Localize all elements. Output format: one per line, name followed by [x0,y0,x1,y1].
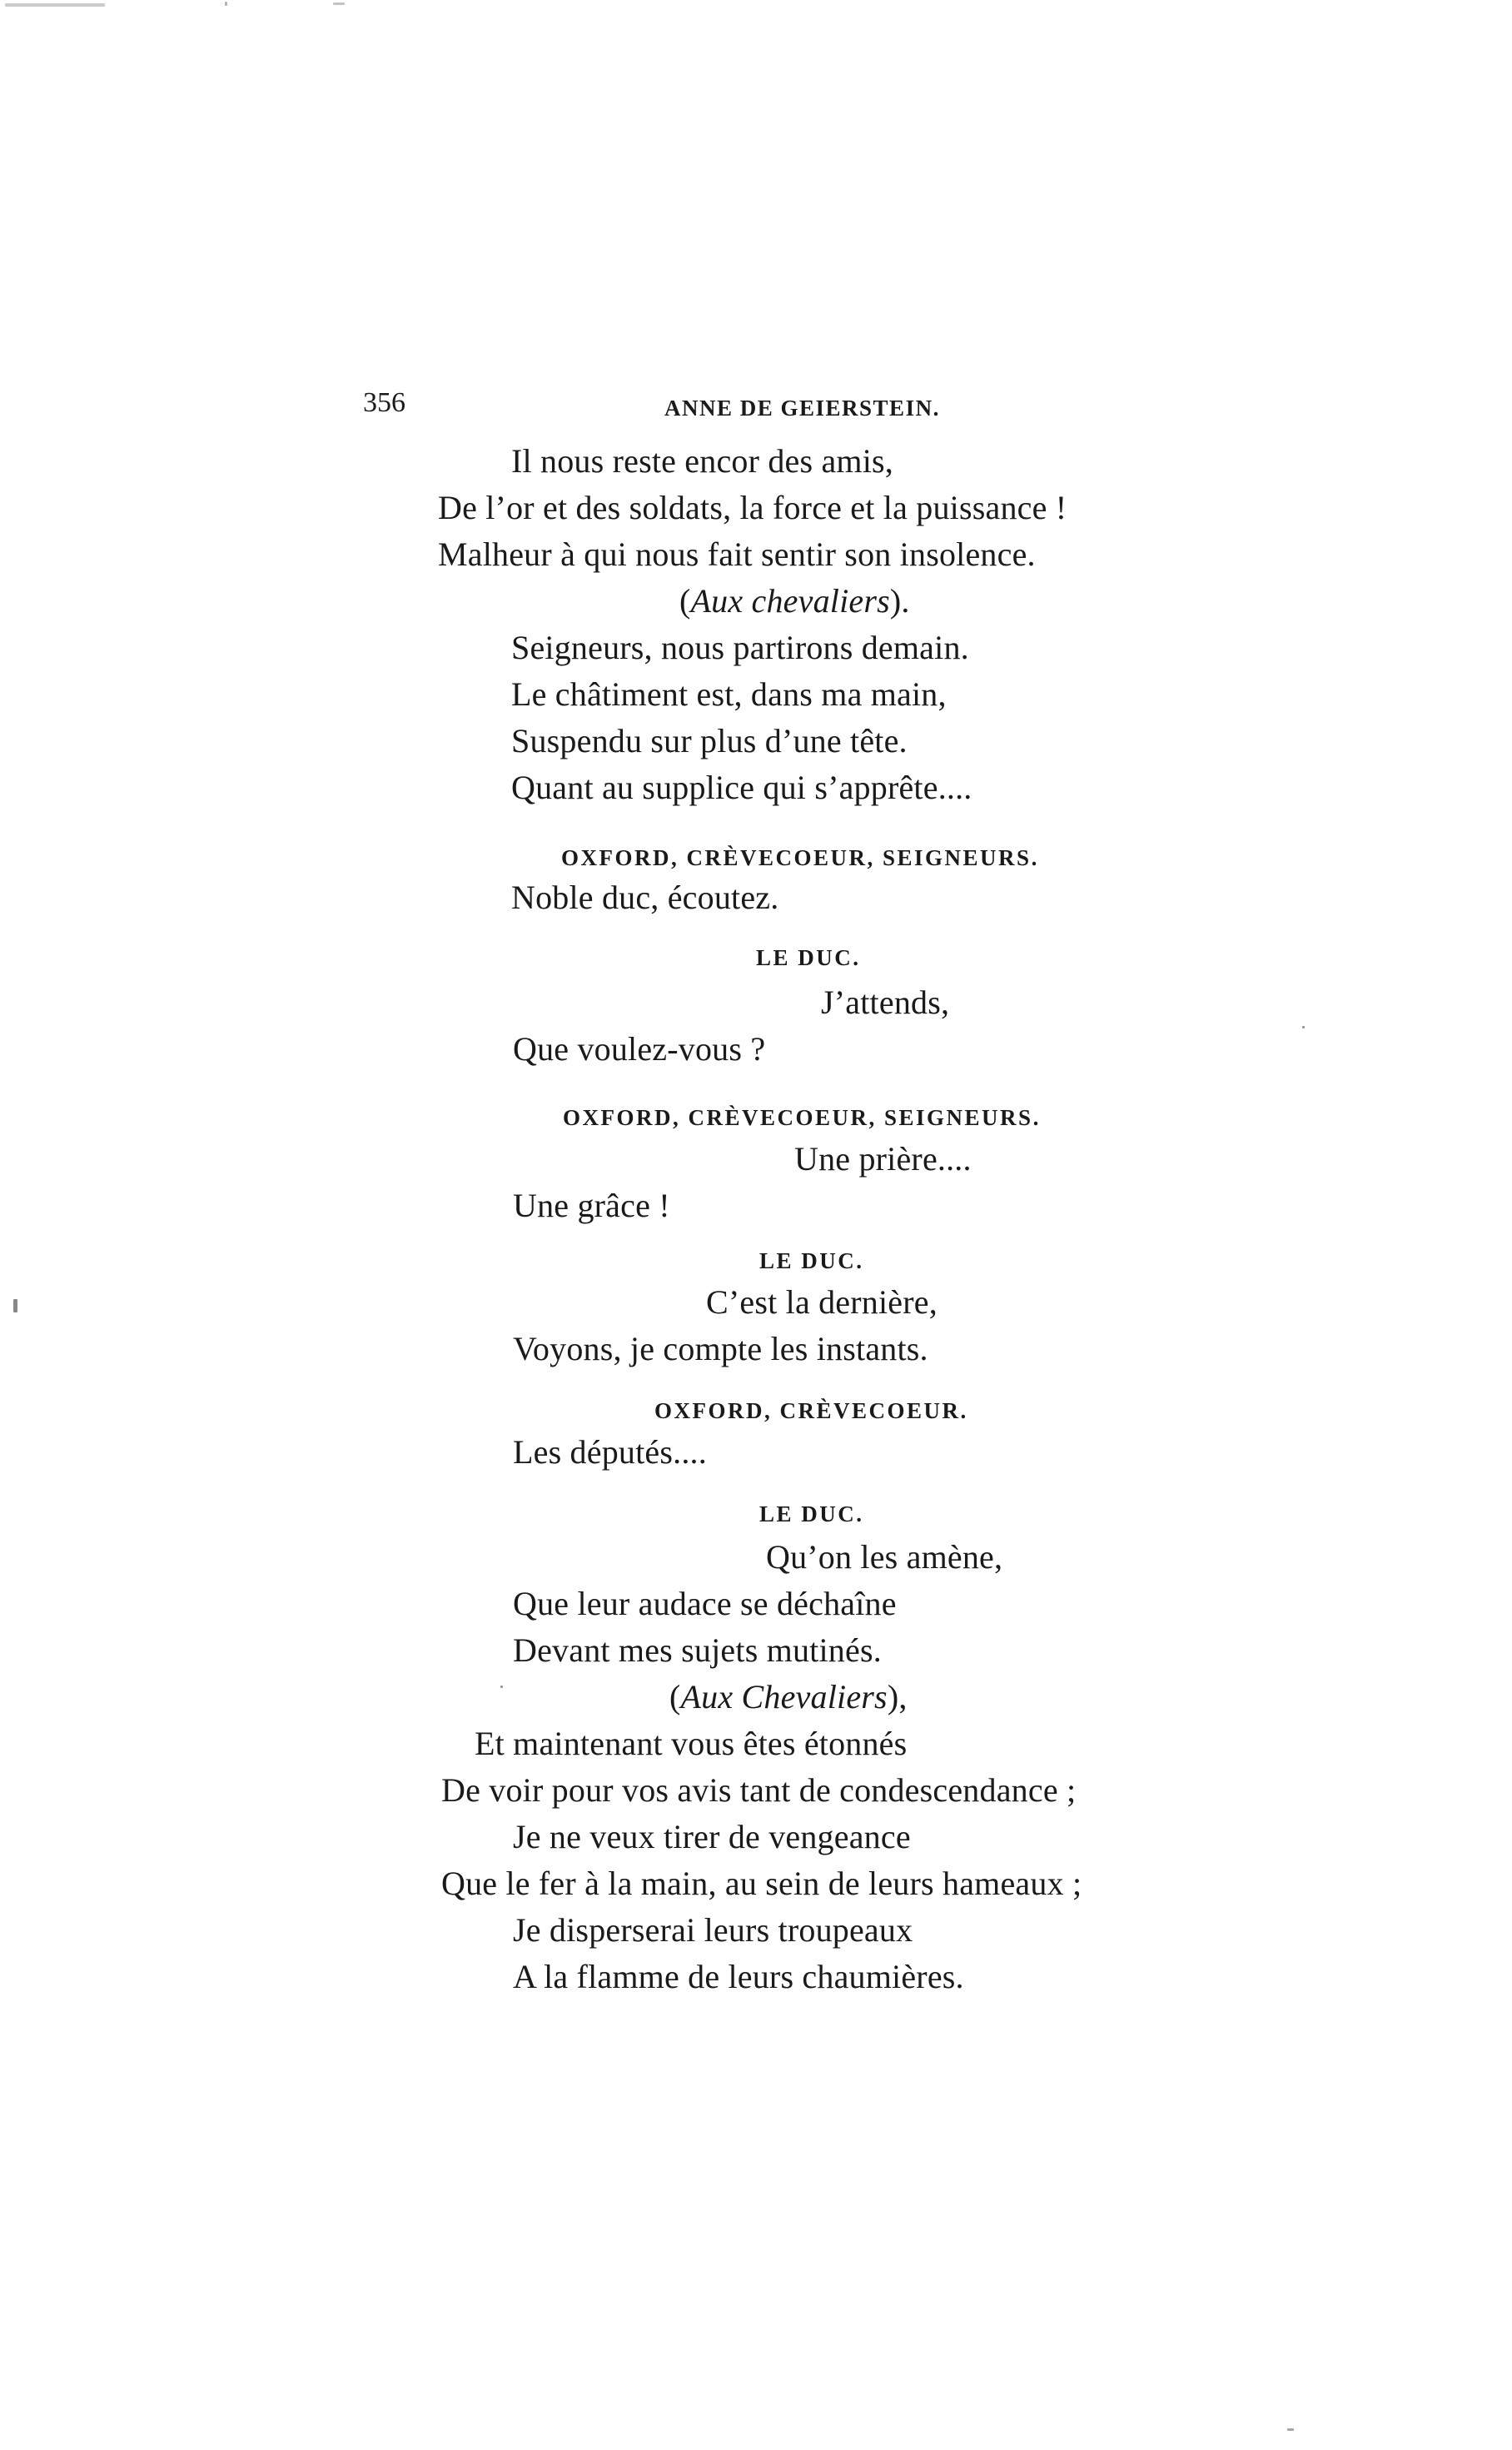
verse-line: Le châtiment est, dans ma main, [511,675,947,713]
verse-line: De voir pour vos avis tant de condescendance ; [441,1771,1077,1809]
verse-line: Je ne veux tirer de vengeance [513,1818,911,1855]
scan-noise [333,2,345,5]
verse-line: Il nous reste encor des amis, [511,442,894,480]
open-paren: ( [669,1678,681,1715]
page-number: 356 [363,387,405,418]
verse-line: Les députés.... [513,1433,707,1471]
open-paren: ( [679,582,691,620]
verse-line: Malheur à qui nous fait sentir son insolence. [438,535,1036,573]
verse-line: Noble duc, écoutez. [511,879,779,916]
verse-line: Seigneurs, nous partirons demain. [511,629,969,666]
stage-direction-text: Aux chevaliers [690,582,890,620]
scan-noise [1287,2428,1294,2431]
verse-line: C’est la dernière, [706,1283,938,1321]
scan-noise [1302,1026,1305,1028]
verse-line: Que leur audace se déchaîne [513,1585,897,1622]
verse-line: A la flamme de leurs chaumières. [513,1958,964,1995]
verse-line: Suspendu sur plus d’une tête. [511,722,908,759]
stage-direction [669,1677,908,1717]
scan-noise [225,2,227,6]
verse-line: Devant mes sujets mutinés. [513,1631,882,1669]
scan-noise [500,1686,503,1688]
verse-line: Une prière.... [794,1140,972,1178]
speaker-name: LE DUC. [756,945,861,970]
speaker-name: OXFORD, CRÈVECOEUR, SEIGNEURS. [563,1105,1041,1130]
speaker-name: LE DUC. [759,1248,864,1273]
close-paren: ), [887,1678,908,1715]
verse-line: J’attends, [821,983,950,1021]
speaker-name: LE DUC. [759,1501,864,1526]
verse-line: Une grâce ! [513,1187,670,1224]
speaker-name: OXFORD, CRÈVECOEUR. [654,1398,968,1423]
verse-line: Quant au supplice qui s’apprête.... [511,769,972,806]
verse-line: Je disperserai leurs troupeaux [513,1911,913,1949]
stage-direction [679,581,910,621]
verse-line: Qu’on les amène, [766,1538,1003,1576]
scan-noise [13,1299,17,1312]
scan-noise [5,3,105,7]
running-head: ANNE DE GEIERSTEIN. [664,396,940,421]
verse-line: Et maintenant vous êtes étonnés [475,1725,908,1762]
verse-line: Voyons, je compte les instants. [513,1330,928,1367]
stage-direction-text: Aux Chevaliers [680,1678,888,1715]
close-paren: ). [889,582,910,620]
verse-line: De l’or et des soldats, la force et la puissance ! [438,489,1067,526]
speaker-name: OXFORD, CRÈVECOEUR, SEIGNEURS. [561,845,1039,870]
verse-line: Que voulez-vous ? [513,1030,766,1068]
verse-line: Que le fer à la main, au sein de leurs hameaux ; [441,1865,1082,1902]
